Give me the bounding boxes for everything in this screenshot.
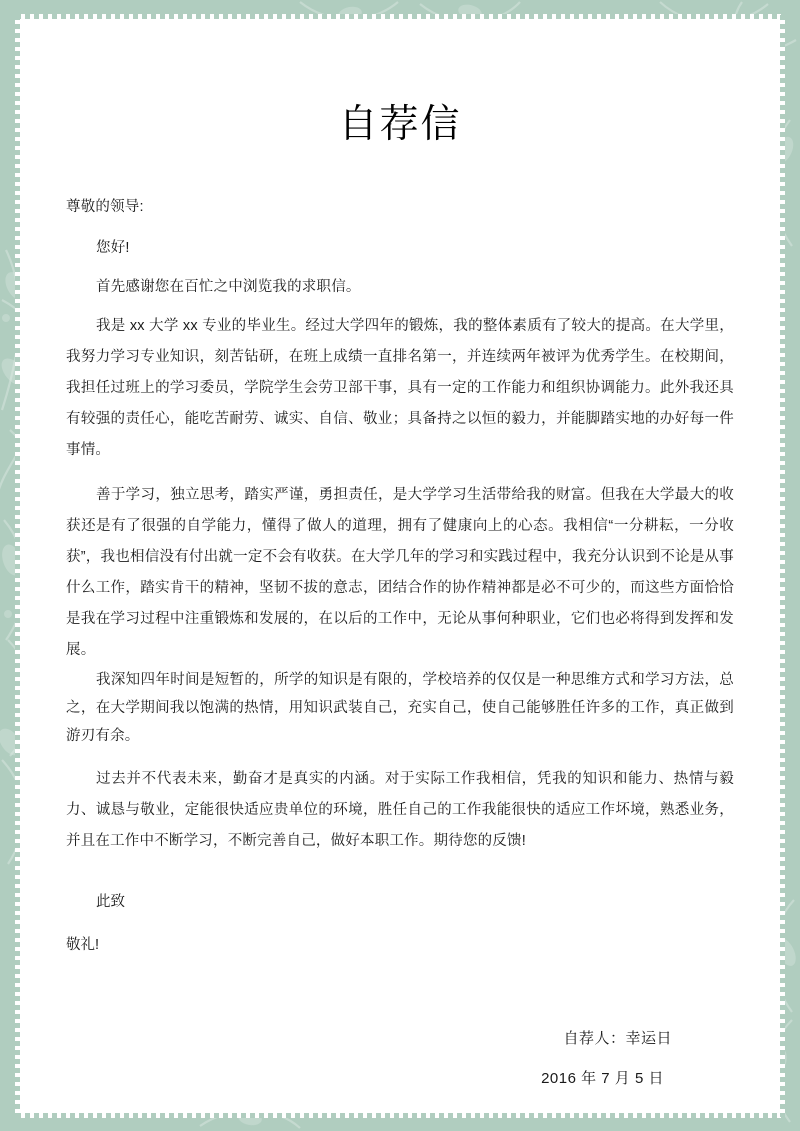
paragraph-learning: 善于学习，独立思考，踏实严谨，勇担责任，是大学学习生活带给我的财富。但我在大学最大的收获还是有了很强的自学能力，懂得了做人的道理，拥有了健康向上的心态。我相信“一分耕耘，一分收获”，我也相信没有付出就一定不会有收获。在大学几年的学习和实践过程中，我充分认识到不论是从事什么工作，踏实肯干的精神，坚韧不拔的意志，团结合作的协作精神都是必不可少的，而这些方面恰恰是我在学习过程中注重锻炼和发展的，在以后的工作中，无论从事何种职业，它们也必将得到发挥和发展。 [66,486,734,658]
signature-name: 自荐人：幸运日 [563,1029,672,1047]
closing-jingli: 敬礼! [66,936,100,953]
letter-body [66,192,734,857]
paragraph-background: 我是 xx 大学 xx 专业的毕业生。经过大学四年的锻炼，我的整体素质有了较大的提高。在大学里，我努力学习专业知识，刻苦钻研，在班上成绩一直排名第一，并连续两年被评为优秀学生。在校期间，我担任过班上的学习委员，学院学生会劳卫部干事，具有一定的工作能力和组织协调能力。此外我还具有较强的责任心，能吃苦耐劳、诚实、自信、敬业；具备持之以恒的毅力，并能脚踏实地的办好每一件事情。 [66,317,734,458]
closing-block [66,887,734,961]
signature-block [66,1019,734,1099]
thanks-line: 首先感谢您在百忙之中浏览我的求职信。 [96,278,361,295]
paragraph-reflection: 我深知四年时间是短暂的，所学的知识是有限的，学校培养的仅仅是一种思维方式和学习方法，总之，在大学期间我以饱满的热情，用知识武装自己，充实自己，使自己能够胜任许多的工作，真正做到游刃有余。 [66,671,734,744]
greeting: 您好! [96,239,130,256]
closing-cizhi: 此致 [96,893,125,910]
page-title: 自荐信 [338,103,462,146]
letter-content [16,15,784,1117]
signature-date: 2016 年 7 月 5 日 [541,1069,664,1087]
salutation: 尊敬的领导: [66,198,144,215]
paragraph-future: 过去并不代表未来，勤奋才是真实的内涵。对于实际工作我相信，凭我的知识和能力、热情与毅力、诚恳与敬业，定能很快适应贵单位的环境，胜任自己的工作我能很快的适应工作坏境，熟悉业务，并且在工作中不断学习，不断完善自己，做好本职工作。期待您的反馈! [66,770,734,849]
letter-sheet [16,15,784,1117]
